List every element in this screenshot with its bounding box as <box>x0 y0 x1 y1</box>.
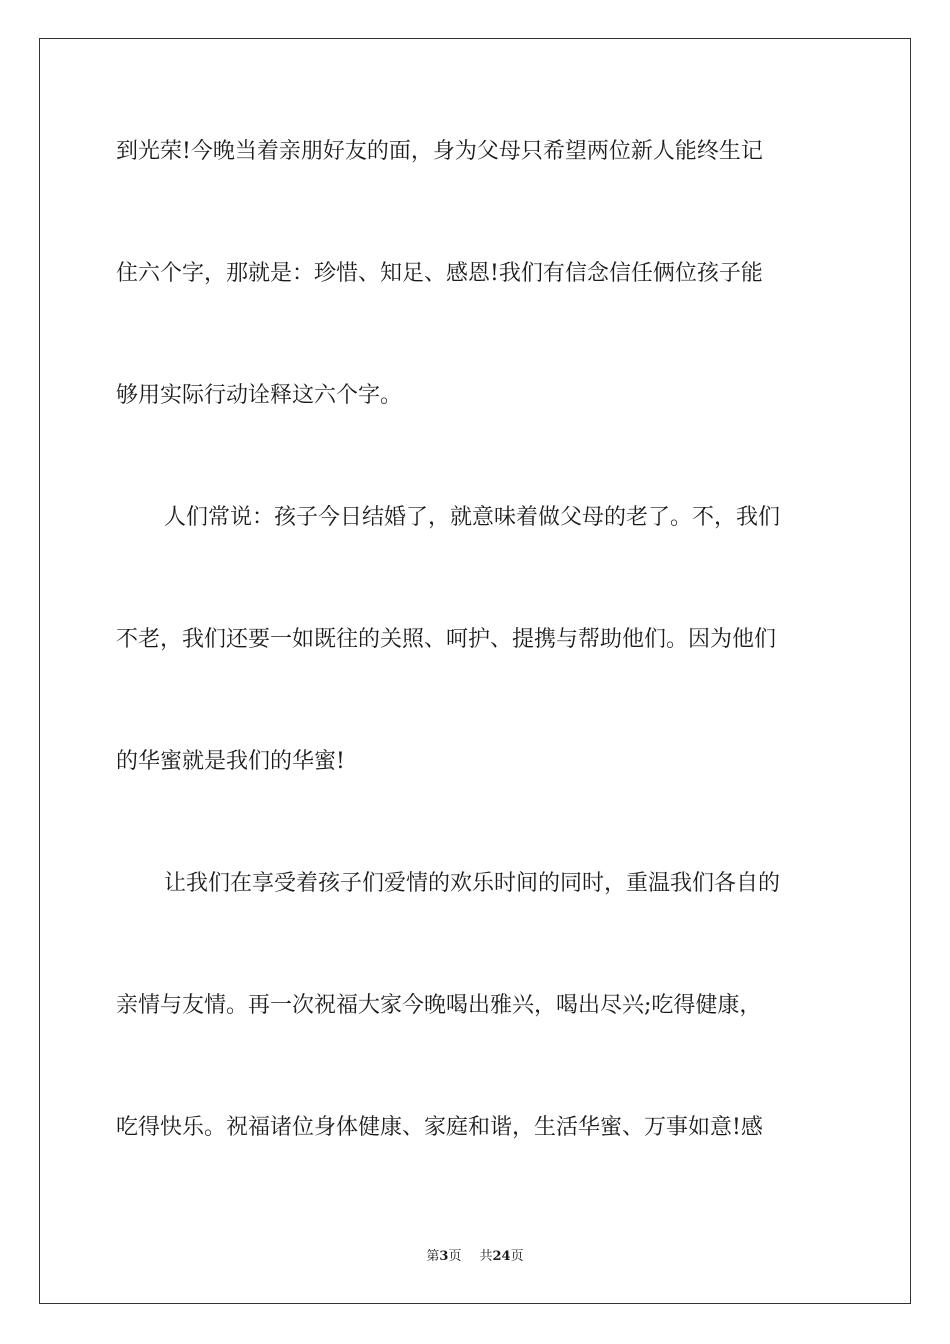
text-line-8: 亲情与友情。再一次祝福大家今晚喝出雅兴，喝出尽兴;吃得健康， <box>116 993 762 1018</box>
footer-page-suffix: 页 <box>448 1249 462 1264</box>
footer-total-prefix: 共 <box>479 1249 493 1264</box>
page-footer <box>0 1248 950 1266</box>
text-line-6: 的华蜜就是我们的华蜜! <box>116 749 345 774</box>
text-line-4: 人们常说：孩子今日结婚了，就意味着做父母的老了。不，我们 <box>164 505 781 530</box>
footer-total-suffix: 页 <box>510 1249 524 1264</box>
text-line-5: 不老，我们还要一如既往的关照、呵护、提携与帮助他们。因为他们 <box>116 627 777 652</box>
text-line-2: 住六个字，那就是：珍惜、知足、感恩!我们有信念信任俩位孩子能 <box>116 261 763 286</box>
footer-page-number: 3 <box>439 1249 449 1264</box>
footer-page-prefix: 第 <box>426 1249 440 1264</box>
text-line-1: 到光荣!今晚当着亲朋好友的面，身为父母只希望两位新人能终生记 <box>116 139 763 164</box>
footer-total-pages: 24 <box>492 1249 511 1264</box>
text-line-7: 让我们在享受着孩子们爱情的欢乐时间的同时，重温我们各自的 <box>164 871 781 896</box>
text-line-3: 够用实际行动诠释这六个字。 <box>116 383 403 408</box>
text-line-9: 吃得快乐。祝福诸位身体健康、家庭和谐，生活华蜜、万事如意!感 <box>116 1115 763 1140</box>
